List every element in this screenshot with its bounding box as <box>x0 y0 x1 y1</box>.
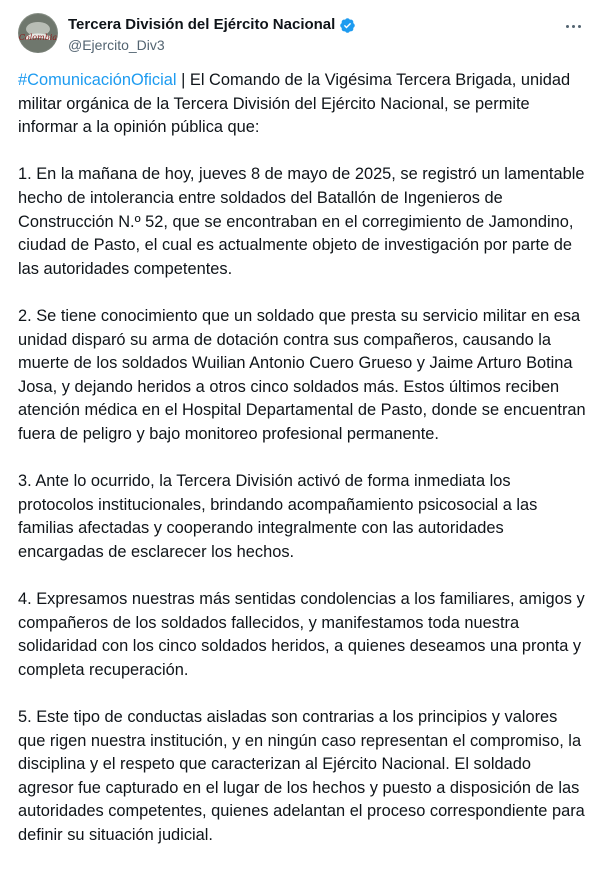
intro-text: | El Comando de la Vigésima Tercera Brigada, unidad militar orgánica de la Tercera División del Ejército Nacional, se permite informar a la opinión pública que: <box>18 71 571 137</box>
hashtag-link[interactable]: #ComunicaciónOficial <box>18 71 177 89</box>
post-intro <box>18 69 588 140</box>
avatar[interactable] <box>18 13 58 53</box>
author-display-name[interactable]: Tercera División del Ejército Nacional <box>68 16 336 33</box>
paragraph-5: 5. Este tipo de conductas aisladas son contrarias a los principios y valores que rigen nuestra institución, y en ningún caso representan el compromiso, la disciplina y el respeto que caracterizan al Ejército Nacional. El soldado agresor fue capturado en el lugar de los hechos y puesto a disposición de las autoridades competentes, quienes adelantan el proceso correspondiente para definir su situación judicial. <box>18 708 585 844</box>
author-handle[interactable]: @Ejercito_Div3 <box>68 37 165 53</box>
post-text <box>18 69 588 871</box>
paragraph-3: 3. Ante lo ocurrido, la Tercera División activó de forma inmediata los protocolos institucionales, brindando acompañamiento psicosocial a las familias afectadas y cooperando integralmente con las autoridades encargadas de esclarecer los hechos. <box>18 472 538 561</box>
paragraph-4: 4. Expresamos nuestras más sentidas condolencias a los familiares, amigos y compañeros de los soldados fallecidos, y manifestamos toda nuestra solidaridad con los cinco soldados heridos, a quienes deseamos una pronta y completa recuperación. <box>18 590 585 679</box>
more-options-icon[interactable] <box>559 15 587 37</box>
verified-badge-icon <box>339 17 356 34</box>
paragraph-1: 1. En la mañana de hoy, jueves 8 de mayo de 2025, se registró un lamentable hecho de intolerancia entre soldados del Batallón de Ingenieros de Construcción N.º 52, que se encontraban en el corregimiento de Jamondino, ciudad de Pasto, el cual es actualmente objeto de investigación por parte de las autoridades competentes. <box>18 165 585 278</box>
post-header <box>18 13 587 57</box>
avatar-text: Colombia <box>18 33 58 42</box>
author-info <box>68 15 356 55</box>
avatar-logo-icon <box>18 13 58 53</box>
paragraph-2: 2. Se tiene conocimiento que un soldado que presta su servicio militar en esa unidad disparó su arma de dotación contra sus compañeros, causando la muerte de los soldados Wuilian Antonio Cuero Grueso y Jaime Arturo Botina Josa, y dejando heridos a otros cinco soldados más. Estos últimos reciben atención médica en el Hospital Departamental de Pasto, donde se encuentran fuera de peligro y bajo monitoreo profesional permanente. <box>18 306 586 443</box>
